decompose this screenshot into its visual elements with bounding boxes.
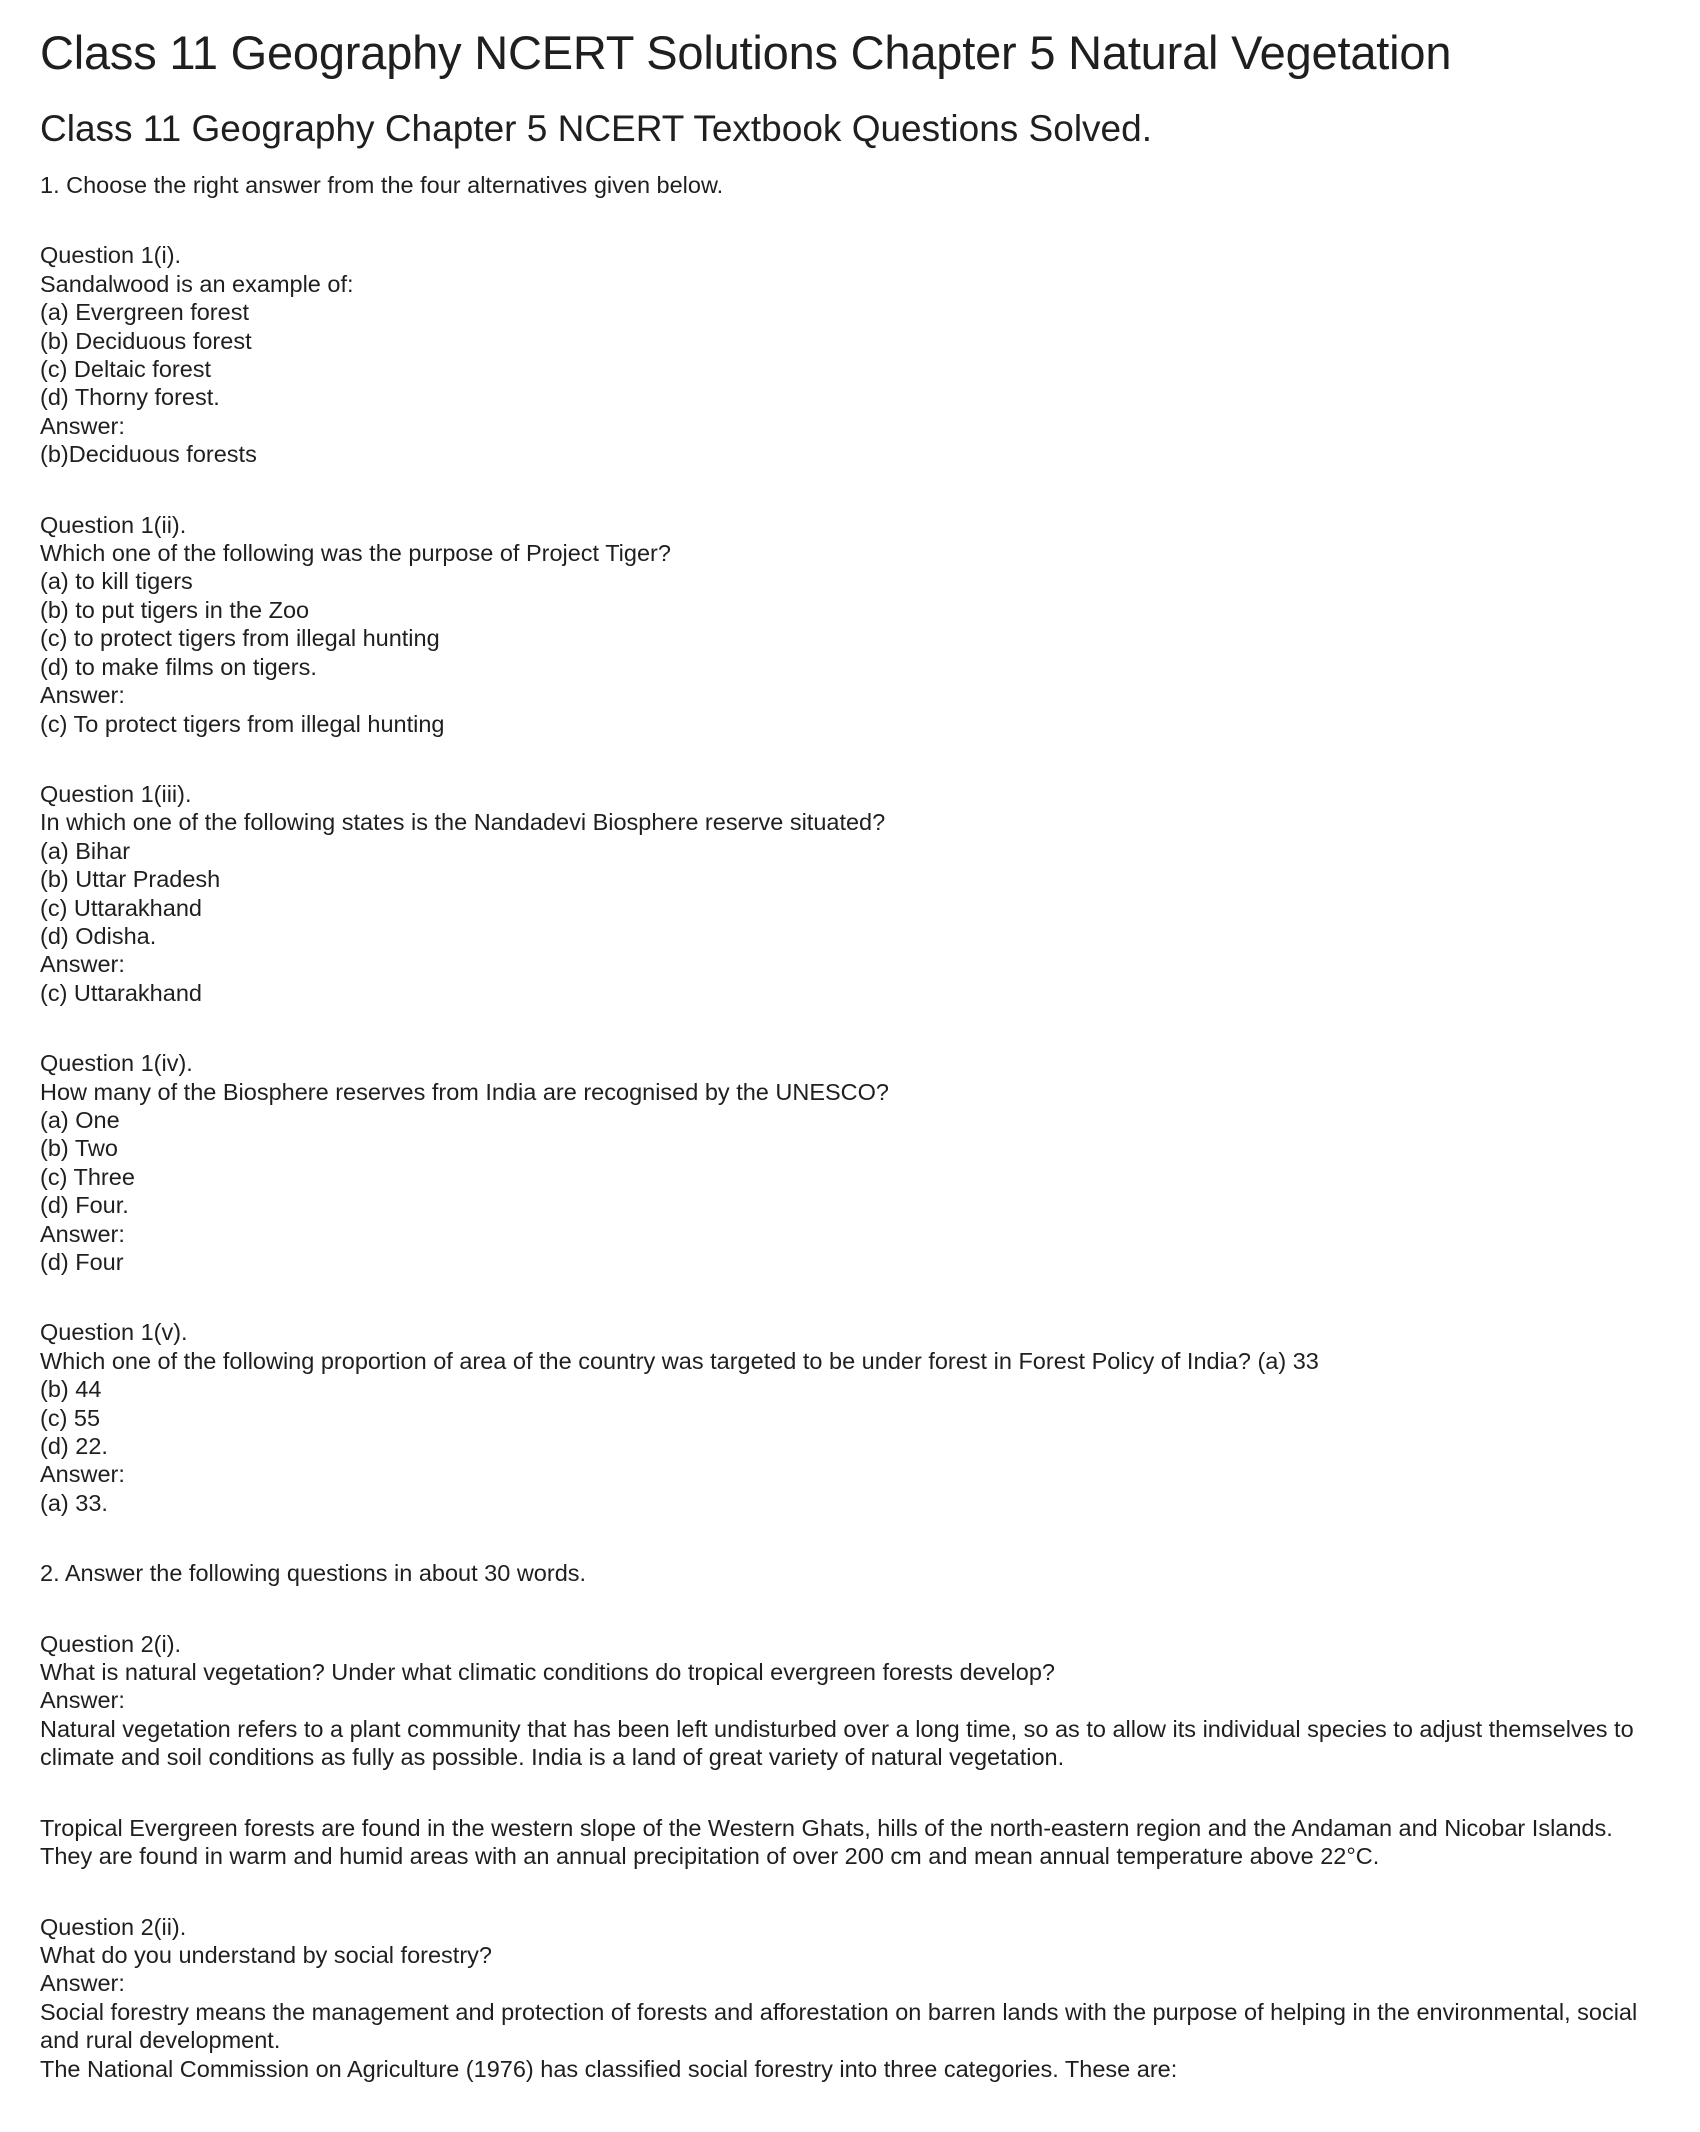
question-text: Which one of the following proportion of area of the country was targeted to be under forest in Forest Policy of India? (a) 33	[40, 1347, 1319, 1374]
question-text: What do you understand by social forestry?	[40, 1941, 492, 1968]
answer-text: Social forestry means the management and protection of forests and afforestation on barren lands with the purpose of helping in the environmental, social and rural development.	[40, 1998, 1638, 2054]
question-label: Question 1(iv).	[40, 1050, 193, 1077]
question-text: Which one of the following was the purpose of Project Tiger?	[40, 540, 671, 567]
answer-text: (c) Uttarakhand	[40, 979, 202, 1006]
question-text: In which one of the following states is the Nandadevi Biosphere reserve situated?	[40, 809, 886, 836]
answer-option: (d) Four.	[40, 1192, 129, 1219]
page-title: Class 11 Geography NCERT Solutions Chapter 5 Natural Vegetation	[40, 26, 1452, 79]
question-label: Question 1(ii).	[40, 511, 187, 538]
answer-option: (c) to protect tigers from illegal hunting	[40, 625, 440, 652]
answer-option: (a) One	[40, 1106, 120, 1133]
answer-option: (c) Uttarakhand	[40, 894, 202, 921]
mcq-question	[40, 241, 1660, 468]
answer-label: Answer:	[40, 412, 125, 439]
answer-label: Answer:	[40, 682, 125, 709]
mcq-question	[40, 1318, 1660, 1517]
question-text: What is natural vegetation? Under what climatic conditions do tropical evergreen forests develop?	[40, 1659, 1055, 1686]
answer-option: (d) to make films on tigers.	[40, 653, 317, 680]
answer-label: Answer:	[40, 1687, 125, 1714]
answer-option: (b) Two	[40, 1135, 118, 1162]
answer-label: Answer:	[40, 1970, 125, 1997]
document-page	[0, 25, 1700, 2083]
answer-label: Answer:	[40, 1220, 125, 1247]
answer-option: (b) 44	[40, 1376, 102, 1403]
question-2-ii	[40, 1913, 1660, 2083]
answer-option: (a) Bihar	[40, 837, 131, 864]
answer-text: Natural vegetation refers to a plant community that has been left undisturbed over a long time, so as to allow its individual species to adjust themselves to climate and soil conditions as fully as possible. India is a land of great variety of natural vegetation.	[40, 1715, 1634, 1771]
answer-option: (b) Uttar Pradesh	[40, 866, 221, 893]
question-text: How many of the Biosphere reserves from India are recognised by the UNESCO?	[40, 1078, 890, 1105]
question-label: Question 2(ii).	[40, 1913, 187, 1940]
answer-option: (c) Three	[40, 1163, 135, 1190]
section-2-heading: 2. Answer the following questions in about 30 words.	[40, 1560, 587, 1587]
mcq-list	[40, 241, 1660, 1517]
question-text: Sandalwood is an example of:	[40, 270, 354, 297]
answer-label: Answer:	[40, 951, 125, 978]
answer-text: (d) Four	[40, 1249, 124, 1275]
section-1-heading: 1. Choose the right answer from the four alternatives given below.	[40, 172, 724, 198]
answer-option: (c) 55	[40, 1404, 101, 1431]
answer-option: (d) Thorny forest.	[40, 384, 220, 411]
mcq-question	[40, 511, 1660, 738]
answer-text: The National Commission on Agriculture (1976) has classified social forestry into three categories. These are:	[40, 2055, 1178, 2082]
question-label: Question 2(i).	[40, 1630, 182, 1657]
answer-option: (a) Evergreen forest	[40, 299, 249, 326]
answer-option: (a) to kill tigers	[40, 568, 193, 595]
answer-option: (c) Deltaic forest	[40, 356, 212, 383]
answer-option: (b) Deciduous forest	[40, 327, 252, 354]
mcq-question	[40, 780, 1660, 1007]
page-subtitle: Class 11 Geography Chapter 5 NCERT Textbook Questions Solved.	[40, 108, 1152, 149]
answer-text: (b)Deciduous forests	[40, 441, 257, 468]
answer-option: (d) 22.	[40, 1433, 108, 1460]
question-label: Question 1(i).	[40, 242, 182, 269]
answer-text: (a) 33.	[40, 1489, 108, 1516]
answer-text: (c) To protect tigers from illegal hunting	[40, 710, 445, 737]
question-label: Question 1(iii).	[40, 780, 192, 807]
answer-option: (d) Odisha.	[40, 922, 157, 949]
answer-option: (b) to put tigers in the Zoo	[40, 596, 310, 623]
mcq-question	[40, 1049, 1660, 1276]
question-label: Question 1(v).	[40, 1319, 188, 1346]
question-2-i	[40, 1630, 1660, 1772]
answer-paragraph: Tropical Evergreen forests are found in the western slope of the Western Ghats, hills of the north-eastern region and the Andaman and Nicobar Islands. They are found in warm and humid areas with an annual precipitation of over 200 cm and mean annual temperature above 22°C.	[40, 1814, 1613, 1870]
answer-label: Answer:	[40, 1461, 125, 1488]
